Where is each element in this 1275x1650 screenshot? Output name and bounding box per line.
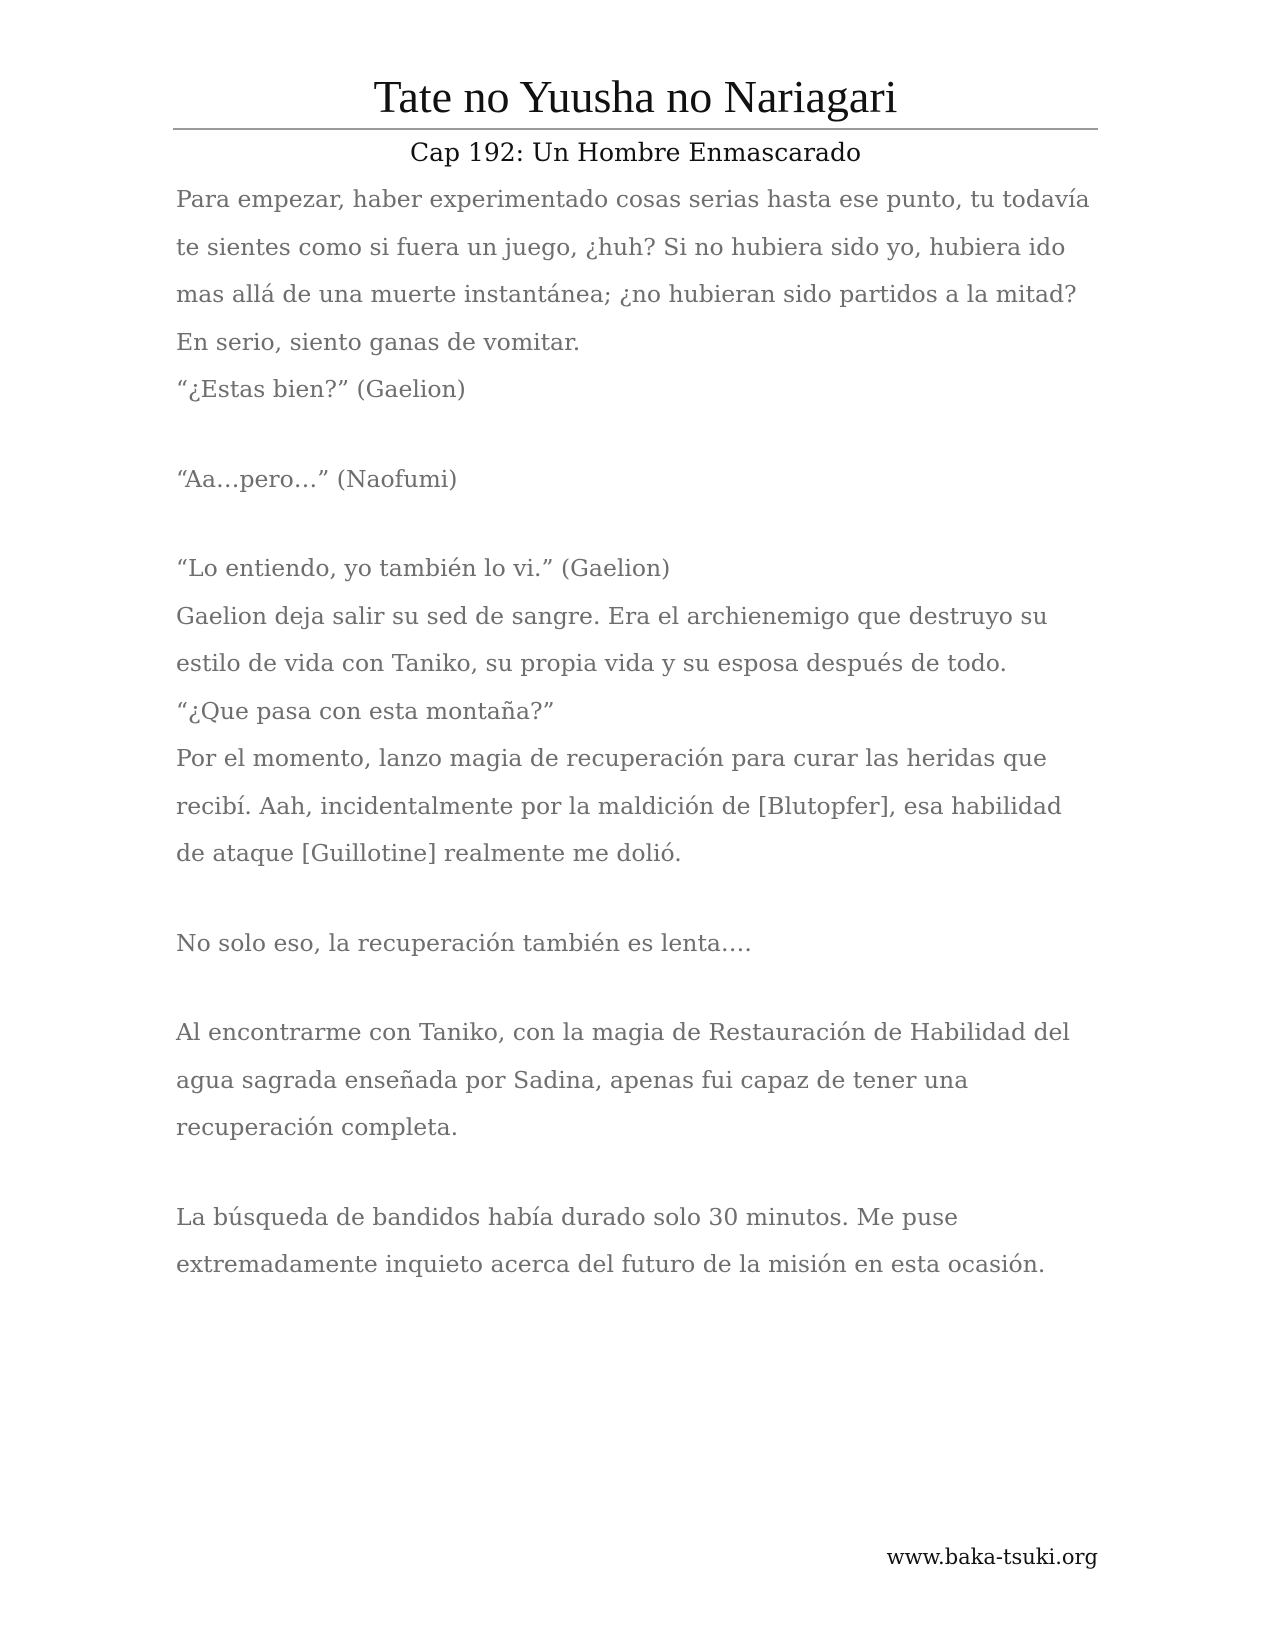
paragraph: “¿Estas bien?” (Gaelion) bbox=[176, 375, 466, 403]
document-title: Tate no Yuusha no Nariagari bbox=[373, 71, 898, 122]
footer-url: www.baka-tsuki.org bbox=[886, 1545, 1098, 1569]
paragraph: Para empezar, haber experimentado cosas serias hasta ese punto, tu todavía te sientes como si fuera un juego, ¿huh? Si no hubiera sido yo, hubiera ido mas allá de una muerte instantánea; ¿no hubieran sido partidos a la mitad? En serio, siento ganas de vomitar. bbox=[176, 185, 1090, 356]
chapter-body bbox=[176, 176, 1096, 1289]
paragraph: Por el momento, lanzo magia de recuperación para curar las heridas que recibí. Aah, incidentalmente por la maldición de [Blutopfer], esa habilidad de ataque [Guillotine] realmente me dolió. bbox=[176, 744, 1062, 867]
page-header bbox=[173, 70, 1098, 170]
paragraph: “Lo entiendo, yo también lo vi.” (Gaelion) bbox=[176, 554, 671, 582]
paragraph: “Aa…pero…” (Naofumi) bbox=[176, 464, 458, 493]
paragraph: No solo eso, la recuperación también es lenta…. bbox=[176, 928, 752, 957]
chapter-subtitle: Cap 192: Un Hombre Enmascarado bbox=[409, 138, 862, 167]
title-divider bbox=[173, 128, 1098, 130]
paragraph: La búsqueda de bandidos había durado solo 30 minutos. Me puse extremadamente inquieto acerca del futuro de la misión en esta ocasión. bbox=[176, 1202, 1046, 1278]
paragraph: Gaelion deja salir su sed de sangre. Era el archienemigo que destruyo su estilo de vida con Taniko, su propia vida y su esposa después de todo. bbox=[176, 601, 1048, 677]
paragraph: “¿Que pasa con esta montaña?” bbox=[176, 696, 555, 725]
paragraph: Al encontrarme con Taniko, con la magia de Restauración de Habilidad del agua sagrada enseñada por Sadina, apenas fui capaz de tener una recuperación completa. bbox=[176, 1018, 1070, 1141]
